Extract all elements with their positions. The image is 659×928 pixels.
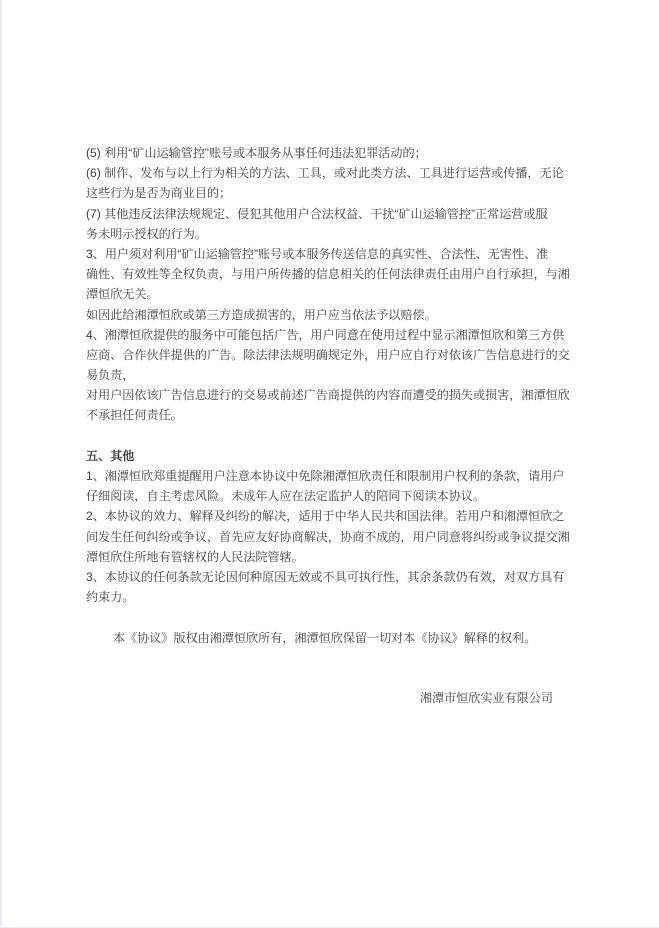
- agreement-text-line: 如因此给湘潭恒欣或第三方造成损害的，用户应当依法予以赔偿。: [86, 307, 437, 322]
- agreement-text-line: (7) 其他违反法律法规规定、侵犯其他用户合法权益、干扰“矿山运输管控”正常运营或服: [86, 206, 548, 221]
- blank-line: [86, 668, 573, 688]
- agreement-text-line: 应商、合作伙伴提供的广告。除法律法规明确规定外，用户应自行对依该广告信息进行的交: [86, 347, 570, 362]
- agreement-text-line: 仔细阅读，自主考虑风险。未成年人应在法定监护人的陪同下阅读本协议。: [86, 489, 486, 504]
- agreement-text-line: 对用户因依该广告信息进行的交易或前述广告商提供的内容而遭受的损失或损害，湘潭恒欣: [86, 388, 570, 403]
- agreement-text-line: 确性、有效性等全权负责，与用户所传播的信息相关的任何法律责任由用户自行承担，与湘: [86, 267, 570, 282]
- agreement-text-line: 1、湘潭恒欣郑重提醒用户注意本协议中免除湘潭恒欣责任和限制用户权利的条款，请用户: [86, 469, 565, 483]
- agreement-text-line: (5) 利用“矿山运输管控”账号或本服务从事任何违法犯罪活动的；: [86, 146, 427, 160]
- agreement-text-line: 务未明示授权的行为。: [86, 226, 207, 241]
- agreement-text-line: 间发生任何纠纷或争议，首先应友好协商解决，协商不成的，用户同意将纠纷或争议提交湘: [86, 529, 570, 544]
- section-heading: 五、其他: [86, 448, 135, 463]
- company-name: 湘潭市恒欣实业有限公司: [419, 691, 553, 706]
- agreement-text-line: 潭恒欣住所地有管辖权的人民法院管辖。: [86, 549, 304, 564]
- agreement-text-line: 3、用户须对利用“矿山运输管控”账号或本服务传送信息的真实性、合法性、无害性、准: [86, 246, 549, 261]
- agreement-text-line: 约束力。: [86, 590, 135, 605]
- agreement-text-line: 3、本协议的任何条款无论因何种原因无效或不具可执行性，其余条款仍有效，对双方具有: [86, 569, 565, 584]
- agreement-text-line: 潭恒欣无关。: [86, 287, 159, 302]
- agreement-text-body: [86, 143, 573, 708]
- agreement-text-line: 不承担任何责任。: [86, 408, 183, 423]
- blank-line: [86, 648, 573, 668]
- agreement-text-line: (6) 制作、发布与以上行为相关的方法、工具，或对此类方法、工具进行运营或传播，无论: [86, 166, 564, 181]
- agreement-text-line: 2、本协议的效力、解释及纠纷的解决，适用于中华人民共和国法律。若用户和湘潭恒欣之: [86, 509, 565, 524]
- copyright-notice: 本《协议》版权由湘潭恒欣所有，湘潭恒欣保留一切对本《协议》解释的权利。: [113, 630, 537, 645]
- blank-line: [86, 426, 573, 446]
- agreement-text-line: 这些行为是否为商业目的；: [86, 186, 232, 201]
- agreement-page: [2, 0, 659, 927]
- blank-line: [86, 607, 573, 627]
- agreement-text-line: 4、湘潭恒欣提供的服务中可能包括广告，用户同意在使用过程中显示湘潭恒欣和第三方供: [86, 327, 565, 342]
- agreement-text-line: 易负责，: [86, 368, 135, 383]
